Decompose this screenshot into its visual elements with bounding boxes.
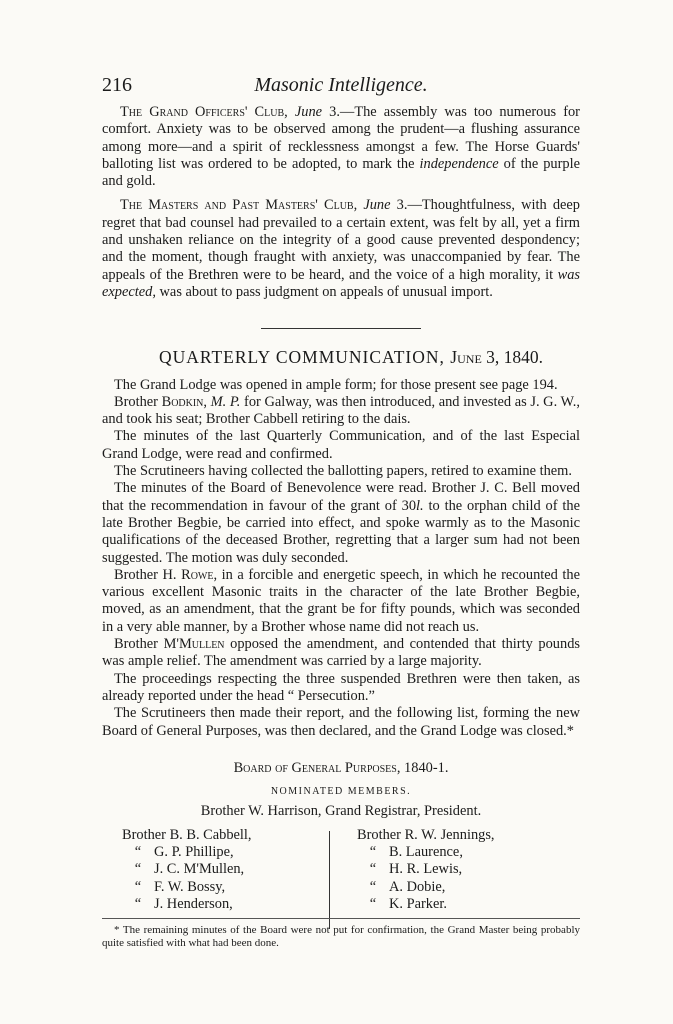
paragraph-text: Brother H. [114, 566, 182, 583]
heading-title: QUARTERLY COMMUNICATION, [158, 347, 445, 368]
column-divider [329, 831, 330, 929]
member-row [357, 861, 495, 878]
ditto-mark: “ [134, 843, 142, 860]
paragraph-italic: independence [419, 155, 499, 172]
ditto-mark: “ [134, 861, 142, 878]
paragraph: The Scrutineers having collected the ballotting papers, retired to examine them. [114, 463, 572, 480]
paragraph-text: of the purple and gold. [102, 155, 581, 190]
member-name: K. Parker. [389, 895, 447, 912]
footnote: * The remaining minutes of the Board were not put for confirmation, the Grand Master being probably quite satisfied with what had been done. [102, 924, 580, 949]
member-name: J. Henderson, [154, 895, 233, 912]
members-list [102, 827, 580, 931]
board-heading [102, 760, 580, 777]
paragraph-text: Brother [114, 393, 162, 410]
member-row [357, 879, 495, 896]
paragraph-text: —The assembly was too numerous for comfort. Anxiety was to be observed among the prudent—a flushing assurance among more—and a spirit of recklessness amongst a few. The Horse Guards' balloting list was ordered to be adopted, to mark the [102, 104, 580, 172]
paragraph-text: opposed the amendment, and contended that thirty pounds was ample relief. The amendment was carried by a large majority. [102, 636, 580, 670]
nominated-members-label: NOMINATED MEMBERS. [270, 786, 412, 798]
member-name: B. B. Cabbell, [169, 826, 252, 843]
running-title: Masonic Intelligence. [254, 74, 428, 96]
member-name: B. Laurence, [389, 843, 463, 860]
page-number: 216 [102, 74, 132, 96]
paragraph-text: was about to pass judgment on appeals of unusual import. [155, 283, 493, 300]
page-header [102, 74, 580, 104]
member-row [122, 896, 252, 913]
past-masters-club-paragraph [102, 197, 580, 301]
paragraph-text: —Thoughtfulness, with deep regret that bad counsel had prevailed to a certain extent, was felt by all, yet a firm and unshaken reliance on the integrity of a good cause prevented despondency; and the moment, though fraught with anxiety, was unaccompanied by fear. The appeals of the Brethren were to be heard, and the voice of a high morality, it [102, 197, 580, 283]
member-row [122, 861, 252, 878]
member-name: R. W. Jennings, [404, 826, 495, 843]
paragraph-italic: was expected, [102, 266, 580, 300]
paragraph: The minutes of the last Quarterly Communication, and of the last Especial Grand Lodge, were read and confirmed. [102, 428, 580, 462]
quarterly-communication-heading [102, 349, 580, 366]
quarterly-communication-body [102, 377, 580, 740]
paragraph-italic: l. [416, 497, 424, 514]
board-president: Brother W. Harrison, Grand Registrar, President. [200, 803, 482, 820]
footnote-divider [102, 918, 580, 919]
paragraph: The proceedings respecting the three suspended Brethren were then taken, as already reported under the head “ Persecution.” [102, 670, 580, 704]
member-row [357, 896, 495, 913]
member-row [122, 844, 252, 861]
person-name: Rowe, [181, 566, 218, 583]
member-row [122, 879, 252, 896]
person-name: Bodkin, [161, 393, 208, 410]
member-name: A. Dobie, [389, 878, 446, 895]
page-body [102, 104, 580, 931]
member-row [122, 827, 252, 844]
member-prefix: Brother [357, 826, 401, 843]
section-divider [261, 328, 421, 329]
board-years: 1840-1. [404, 759, 449, 776]
member-name: H. R. Lewis, [389, 861, 463, 878]
paragraph: The Scrutineers then made their report, and the following list, forming the new Board of General Purposes, was then declared, and the Grand Lodge was closed.* [102, 705, 580, 739]
member-row [357, 827, 495, 844]
heading-date: June 3, 1840. [450, 347, 544, 368]
ditto-mark: “ [369, 861, 377, 878]
person-name: M'Mullen [163, 636, 225, 653]
grand-officers-club-paragraph [102, 104, 580, 190]
ditto-mark: “ [134, 895, 142, 912]
board-title: Board of General Purposes, [233, 759, 401, 776]
members-right-column [357, 827, 495, 913]
member-name: F. W. Bossy, [154, 878, 226, 895]
club-date: June [363, 197, 391, 214]
paragraph [102, 394, 580, 429]
paragraph-text: The minutes of the Board of Benevolence were read. Brother J. C. Bell moved that the recommendation in favour of the grant of 30 [102, 480, 580, 514]
members-left-column [122, 827, 252, 913]
ditto-mark: “ [134, 878, 142, 895]
paragraph-text: to the orphan child of the late Brother Begbie, be carried into effect, and spoke warmly as to the Masonic qualifications of the deceased Brother, regretting that a larger sum had not been suggested. The motion was duly seconded. [102, 497, 580, 566]
club-date: June [294, 104, 323, 120]
paragraph-text: for Galway, was then introduced, and invested as J. G. W., and took his seat; Brother Cabbell retiring to the dais. [102, 393, 580, 428]
member-prefix: Brother [122, 826, 166, 843]
paragraph: The Grand Lodge was opened in ample form; for those present see page 194. [114, 376, 558, 393]
member-name: G. P. Phillipe, [154, 843, 234, 860]
paragraph [102, 567, 580, 636]
ditto-mark: “ [369, 878, 377, 895]
ditto-mark: “ [369, 895, 377, 912]
paragraph [102, 480, 580, 566]
club-date-number: 3. [396, 197, 408, 214]
club-name: The Grand Officers' Club, [120, 104, 288, 120]
club-name: The Masters and Past Masters' Club, [120, 197, 358, 214]
club-date-number: 3. [329, 104, 340, 120]
paragraph-text: Brother [114, 636, 164, 653]
member-row [357, 844, 495, 861]
paragraph [102, 636, 580, 671]
ditto-mark: “ [369, 843, 377, 860]
member-name: J. C. M'Mullen, [154, 861, 245, 878]
paragraph-italic: M. P. [210, 393, 241, 410]
paragraph-text: in a forcible and energetic speech, in which he recounted the various excellent Masonic traits in the character of the late Brother Begbie, moved, as an amendment, that the grant be for fifty pounds, which was seconded in a very able manner, by a Brother whose name did not reach us. [102, 566, 580, 635]
